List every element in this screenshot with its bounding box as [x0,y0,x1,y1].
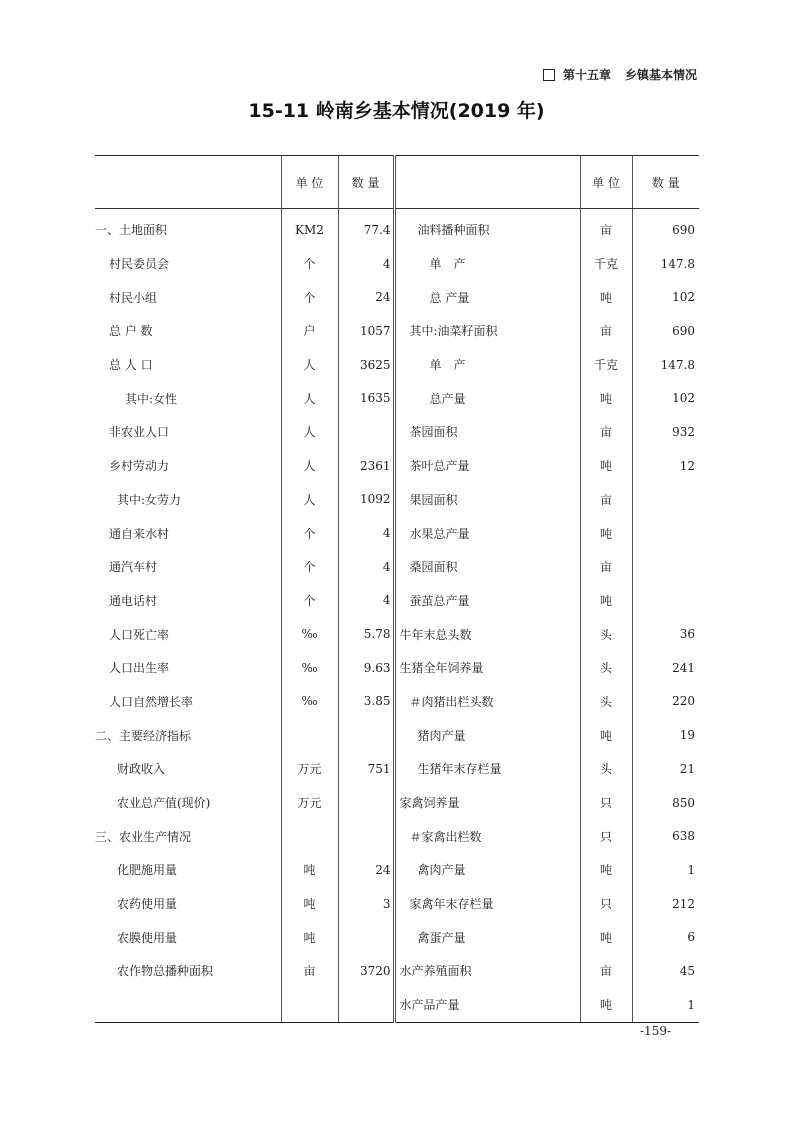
quantity-right: 1 [632,988,699,1022]
item-left: 村民委员会 [95,247,281,281]
unit-right: 只 [580,786,632,820]
chapter-label: 第十五章 [562,68,611,82]
item-right: 生猪全年饲养量 [394,651,580,685]
unit-right: 亩 [580,209,632,247]
item-right: ＃肉猪出栏头数 [394,685,580,719]
table-row [95,988,699,1022]
quantity-right: 36 [679,627,695,642]
item-right: 单 产 [394,348,580,382]
quantity-left: 4 [338,247,394,281]
unit-left: 亩 [281,954,338,988]
quantity-left: 2361 [338,449,394,483]
unit-right: 头 [580,752,632,786]
unit-right: 亩 [580,314,632,348]
table-row [95,954,699,988]
item-left: 村民小组 [95,280,281,314]
unit-left: 吨 [281,887,338,921]
table-row [95,209,699,247]
item-left: 农药使用量 [95,887,281,921]
quantity-left: 3720 [338,954,394,988]
quantity-right: 21 [679,761,695,776]
item-right: 水果总产量 [394,516,580,550]
quantity-right: 241 [672,660,695,675]
quantity-right: 147.8 [660,256,695,271]
table-row [95,651,699,685]
item-left: 财政收入 [95,752,281,786]
unit-right: 吨 [580,280,632,314]
unit-right: 吨 [580,449,632,483]
item-left: 农作物总播种面积 [95,954,281,988]
unit-left: 万元 [281,752,338,786]
table-row [95,348,699,382]
quantity-left: 3.85 [338,685,394,719]
section-label: 乡镇基本情况 [624,68,697,82]
item-right: 总产量 [394,381,580,415]
unit-right: 亩 [580,550,632,584]
quantity-right: 6 [687,930,695,945]
item-right: 总 产量 [394,280,580,314]
unit-right: 吨 [580,853,632,887]
item-left: 人口出生率 [95,651,281,685]
quantity-right: 19 [679,728,695,743]
table-row [95,247,699,281]
unit-right: 只 [580,887,632,921]
item-left: 农业总产值(现价) [95,786,281,820]
header-cell-quantity: 数 量 [338,156,394,209]
table-row [95,819,699,853]
item-right: 禽蛋产量 [394,920,580,954]
item-right: 水产品产量 [394,988,580,1022]
unit-right: 吨 [580,516,632,550]
item-left: 通电话村 [95,584,281,618]
item-right: 茶叶总产量 [394,449,580,483]
table-row [95,314,699,348]
item-right: 家禽年末存栏量 [394,887,580,921]
item-right: 果园面积 [394,483,580,517]
unit-right: 头 [580,651,632,685]
page-title: 15-11 岭南乡基本情况(2019 年) [248,100,545,122]
item-left: 人口自然增长率 [95,685,281,719]
header-cell [95,156,281,209]
quantity-left: 9.63 [338,651,394,685]
quantity-right: 638 [672,829,695,844]
item-left: 二、主要经济指标 [95,718,281,752]
table-row [95,415,699,449]
table-row [95,786,699,820]
table-row [95,483,699,517]
header-cell-unit: 单 位 [281,156,338,209]
item-right: ＃家禽出栏数 [394,819,580,853]
quantity-right [632,516,699,550]
item-left: 乡村劳动力 [95,449,281,483]
item-left: 通汽车村 [95,550,281,584]
unit-left: 个 [281,516,338,550]
item-right: 牛年末总头数 [394,617,580,651]
data-table [95,155,699,1023]
unit-left: 人 [281,415,338,449]
quantity-right: 932 [672,424,695,439]
quantity-left [338,718,394,752]
unit-left: 人 [281,449,338,483]
quantity-left: 5.78 [338,617,394,651]
item-left: 非农业人口 [95,415,281,449]
unit-left: ‰ [281,685,338,719]
item-left: 总 人 口 [95,348,281,382]
running-header [543,66,697,83]
item-left: 总 户 数 [95,314,281,348]
quantity-left: 77.4 [338,209,394,247]
quantity-right [632,483,699,517]
item-right: 其中:油菜籽面积 [394,314,580,348]
table-row [95,280,699,314]
unit-left: 人 [281,483,338,517]
quantity-left: 1635 [338,381,394,415]
item-left: 化肥施用量 [95,853,281,887]
header-cell-quantity: 数 量 [632,156,699,209]
unit-left: 吨 [281,853,338,887]
quantity-left [338,786,394,820]
item-right: 蚕茧总产量 [394,584,580,618]
table-row [95,617,699,651]
quantity-left: 1092 [338,483,394,517]
unit-right: 千克 [580,247,632,281]
table-row [95,449,699,483]
quantity-right: 212 [672,896,695,911]
unit-left: 吨 [281,920,338,954]
table-row [95,887,699,921]
table-row [95,853,699,887]
unit-left: 户 [281,314,338,348]
quantity-left: 751 [338,752,394,786]
unit-left: 个 [281,584,338,618]
quantity-left: 24 [338,280,394,314]
item-left: 人口死亡率 [95,617,281,651]
unit-left [281,819,338,853]
table-row [95,920,699,954]
quantity-right: 690 [672,323,695,338]
item-left: 其中:女性 [95,381,281,415]
unit-right: 亩 [580,483,632,517]
quantity-left: 3 [338,887,394,921]
unit-right: 吨 [580,584,632,618]
quantity-left [338,988,394,1022]
table-header-row [95,156,699,209]
unit-left: ‰ [281,617,338,651]
unit-left: KM2 [281,209,338,247]
table-row [95,516,699,550]
unit-right: 头 [580,617,632,651]
unit-right: 吨 [580,718,632,752]
quantity-right: 102 [672,290,695,305]
table-row [95,752,699,786]
unit-left: 个 [281,247,338,281]
item-right: 水产养殖面积 [394,954,580,988]
header-cell-unit: 单 位 [580,156,632,209]
item-left: 其中:女劳力 [95,483,281,517]
quantity-right: 45 [679,963,695,978]
quantity-left: 4 [338,584,394,618]
unit-left: 个 [281,280,338,314]
item-left: 农膜使用量 [95,920,281,954]
quantity-left: 24 [338,853,394,887]
item-right: 桑园面积 [394,550,580,584]
item-right: 猪肉产量 [394,718,580,752]
quantity-left [338,819,394,853]
unit-right: 吨 [580,920,632,954]
unit-left: ‰ [281,651,338,685]
item-right: 油料播种面积 [394,209,580,247]
unit-left: 个 [281,550,338,584]
quantity-left [338,415,394,449]
unit-right: 头 [580,685,632,719]
quantity-right: 850 [672,795,695,810]
item-right: 茶园面积 [394,415,580,449]
table-row [95,584,699,618]
item-right: 生猪年末存栏量 [394,752,580,786]
quantity-right: 690 [672,222,695,237]
quantity-left: 1057 [338,314,394,348]
unit-left [281,988,338,1022]
page-number: -159- [640,1024,672,1038]
unit-left: 万元 [281,786,338,820]
quantity-right: 12 [679,458,695,473]
quantity-right: 1 [687,862,695,877]
square-icon [543,69,555,81]
table-row [95,718,699,752]
table-body [95,209,699,1023]
item-right: 单 产 [394,247,580,281]
item-left: 通自来水村 [95,516,281,550]
quantity-right [632,550,699,584]
item-right: 禽肉产量 [394,853,580,887]
quantity-left: 4 [338,516,394,550]
table-row [95,381,699,415]
unit-left: 人 [281,381,338,415]
item-left: 三、农业生产情况 [95,819,281,853]
table-row [95,685,699,719]
unit-left: 人 [281,348,338,382]
unit-right: 吨 [580,381,632,415]
quantity-left [338,920,394,954]
quantity-right: 147.8 [660,357,695,372]
unit-right: 亩 [580,954,632,988]
quantity-right: 220 [672,694,695,709]
quantity-left: 3625 [338,348,394,382]
item-left: 一、土地面积 [95,209,281,247]
item-right: 家禽饲养量 [394,786,580,820]
unit-left [281,718,338,752]
quantity-right: 102 [672,391,695,406]
unit-right: 吨 [580,988,632,1022]
quantity-right [632,584,699,618]
quantity-left: 4 [338,550,394,584]
table-row [95,550,699,584]
unit-right: 亩 [580,415,632,449]
unit-right: 只 [580,819,632,853]
unit-right: 千克 [580,348,632,382]
item-left [95,988,281,1022]
header-cell [394,156,580,209]
